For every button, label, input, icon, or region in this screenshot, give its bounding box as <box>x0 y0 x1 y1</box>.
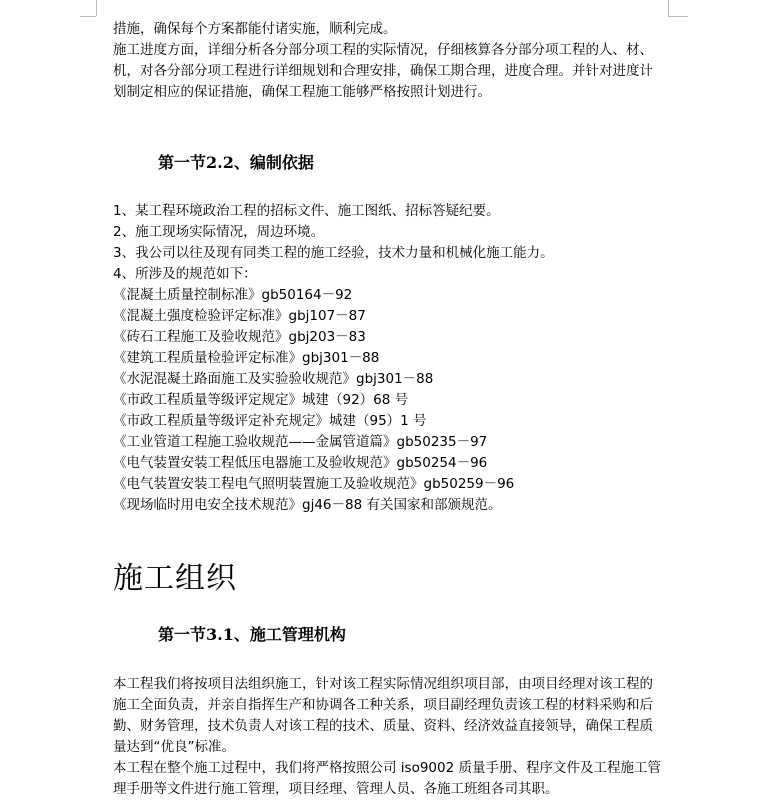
intro-paragraph <box>113 19 653 103</box>
standard-line: 《建筑工程质量检验评定标准》gbj301－88 <box>113 350 380 366</box>
margin-marker-top-left <box>96 0 97 16</box>
margin-marker-top-right <box>668 0 669 16</box>
standard-line: 《混凝土质量控制标准》gb50164－92 <box>113 287 353 303</box>
basis-line: 4、所涉及的规范如下： <box>113 266 257 282</box>
standard-line: 《工业管道工程施工验收规范——金属管道篇》gb50235－97 <box>113 434 488 450</box>
standard-line: 《水泥混凝土路面施工及实验验收规范》gbj301－88 <box>113 371 434 387</box>
standard-line: 《电气装置安装工程低压电器施工及验收规范》gb50254－96 <box>113 455 488 471</box>
margin-marker-top-right-horizontal <box>668 16 688 17</box>
section-2-2-body <box>113 201 554 516</box>
section-3-1-body <box>113 674 661 800</box>
intro-line: 机，对各分部分项工程进行详细规划和合理安排，确保工期合理，进度合理。并针对进度计 <box>113 63 653 79</box>
body-line: 本工程我们将按项目法组织施工，针对该工程实际情况组织项目部，由项目经理对该工程的 <box>113 676 653 692</box>
body-line: 理手册等文件进行施工管理，项目经理、管理人员、各施工班组各司其职。 <box>113 781 559 797</box>
body-line: 量达到“优良”标准。 <box>113 739 235 755</box>
standard-line: 《现场临时用电安全技术规范》gj46－88 有关国家和部颁规范。 <box>113 497 502 513</box>
body-line: 本工程在整个施工过程中，我们将严格按照公司 iso9002 质量手册、程序文件及工程施工管 <box>113 760 661 776</box>
section-heading-3-1: 第一节3.1、施工管理机构 <box>158 625 346 644</box>
standard-line: 《混凝土强度检验评定标准》gbj107－87 <box>113 308 366 324</box>
standard-line: 《市政工程质量等级评定规定》城建（92）68 号 <box>113 392 409 408</box>
body-line: 勤、财务管理，技术负责人对该工程的技术、质量、资料、经济效益直接领导，确保工程质 <box>113 718 653 734</box>
basis-line: 2、施工现场实际情况，周边环境。 <box>113 224 325 240</box>
margin-marker-top-left-horizontal <box>80 16 96 17</box>
standard-line: 《市政工程质量等级评定补充规定》城建（95）1 号 <box>113 413 427 429</box>
intro-line: 划制定相应的保证措施，确保工程施工能够严格按照计划进行。 <box>113 84 491 100</box>
intro-line: 施工进度方面，详细分析各分部分项工程的实际情况，仔细核算各分部分项工程的人、材、 <box>113 42 653 58</box>
body-line: 施工全面负责，并亲自指挥生产和协调各工种关系，项目副经理负责该工程的材料采购和后 <box>113 697 653 713</box>
standard-line: 《砖石工程施工及验收规范》gbj203－83 <box>113 329 366 345</box>
basis-line: 3、我公司以往及现有同类工程的施工经验，技术力量和机械化施工能力。 <box>113 245 554 261</box>
chapter-title: 施工组织 <box>113 561 237 596</box>
section-heading-2-2: 第一节2.2、编制依据 <box>158 153 314 172</box>
standard-line: 《电气装置安装工程电气照明装置施工及验收规范》gb50259－96 <box>113 476 515 492</box>
basis-line: 1、某工程环境政治工程的招标文件、施工图纸、招标答疑纪要。 <box>113 203 500 219</box>
intro-line: 措施，确保每个方案都能付诸实施，顺利完成。 <box>113 21 397 37</box>
